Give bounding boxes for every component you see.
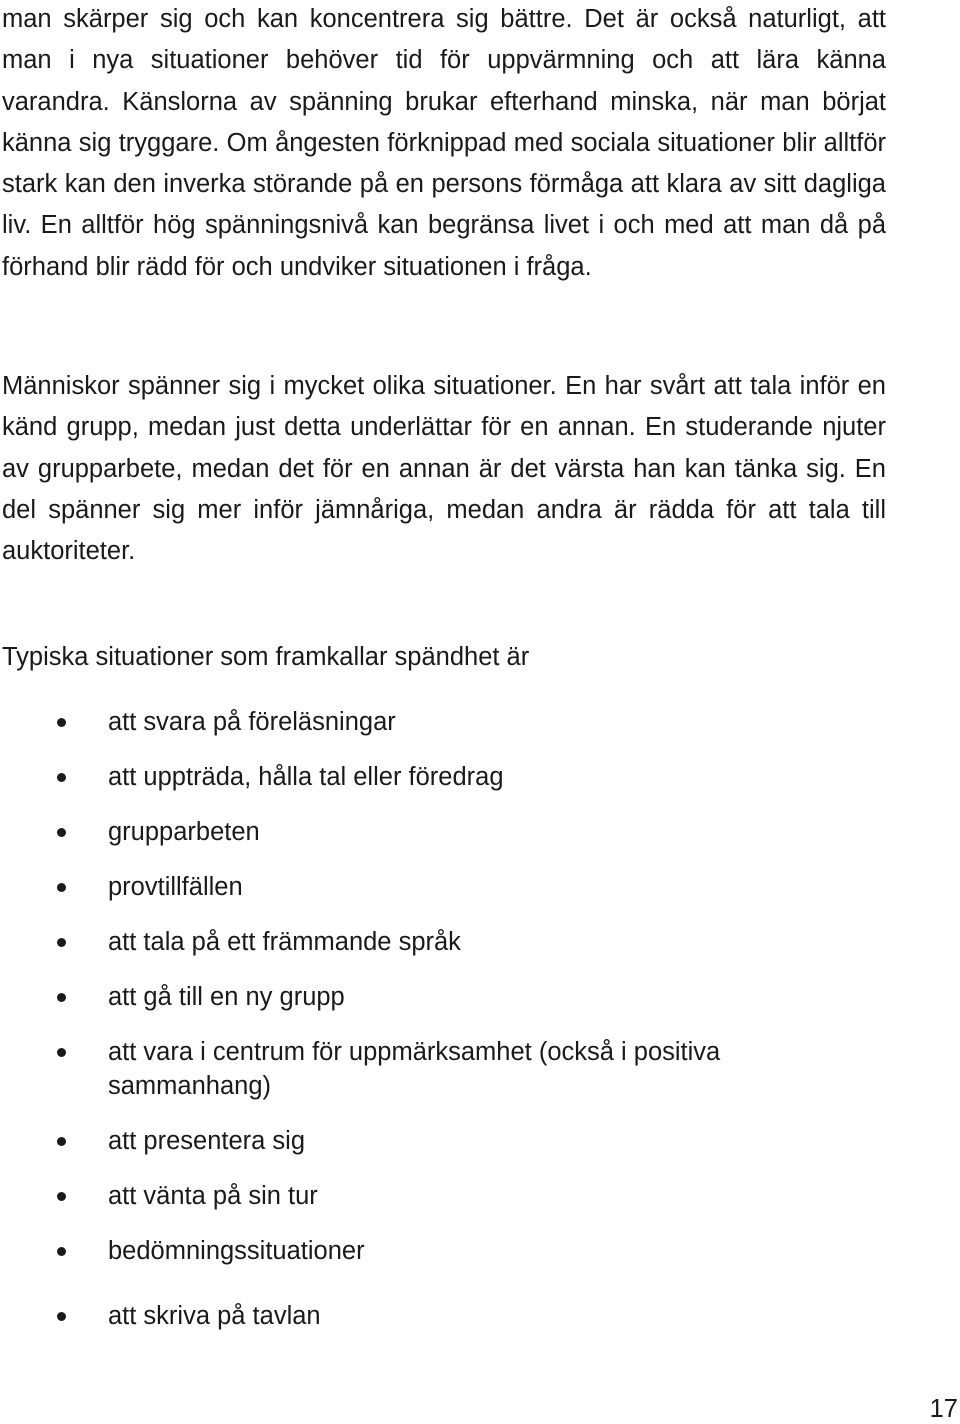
list-item-text: att skriva på tavlan (108, 1302, 321, 1330)
bullet-icon (57, 1192, 66, 1201)
list-item-text: att uppträda, hålla tal eller föredrag (108, 763, 504, 791)
list-item-text: grupparbeten (108, 818, 260, 846)
bullet-icon (57, 1247, 66, 1256)
bullet-icon (57, 938, 66, 947)
list-intro: Typiska situationer som framkallar spändhet är (2, 643, 530, 671)
bullet-icon (57, 1048, 66, 1057)
list-item-text: provtillfällen (108, 873, 243, 901)
bullet-icon (57, 1137, 66, 1146)
list-item-text: att tala på ett främmande språk (108, 928, 461, 956)
page-number: 17 (929, 1395, 958, 1423)
bullet-icon (57, 773, 66, 782)
bullet-icon (57, 828, 66, 837)
bullet-icon (57, 993, 66, 1002)
list-item-text: att vänta på sin tur (108, 1182, 318, 1210)
body-paragraph-1: man skärper sig och kan koncentrera sig bättre. Det är också naturligt, att man i nya situationer behöver tid för uppvärmning och att lära känna varandra. Känslorna av spänning brukar efterhand minska, när man börjat känna sig tryggare. Om ångesten förknippad med sociala situationer blir alltför stark kan den inverka störande på en persons förmåga att klara av sitt dagliga liv. En alltför hög spänningsnivå kan begränsa livet i och med att man då på förhand blir rädd för och undviker situationen i fråga. (2, 5, 886, 281)
body-paragraph-2: Människor spänner sig i mycket olika situationer. En har svårt att tala inför en känd grupp, medan just detta underlättar för en annan. En studerande njuter av grupparbete, medan det för en annan är det värsta han kan tänka sig. En del spänner sig mer inför jämnåriga, medan andra är rädda för att tala till auktoriteter. (2, 372, 886, 566)
list-item-text: att gå till en ny grupp (108, 983, 345, 1011)
bullet-icon (57, 718, 66, 727)
list-item-text: att presentera sig (108, 1127, 306, 1155)
list-item-text: att svara på föreläsningar (108, 708, 396, 736)
list-item-text: bedömningssituationer (108, 1237, 365, 1265)
bullet-icon (57, 1312, 66, 1321)
bullet-icon (57, 883, 66, 892)
list-item-text: att vara i centrum för uppmärksamhet (också i positiva sammanhang) (108, 1038, 721, 1100)
